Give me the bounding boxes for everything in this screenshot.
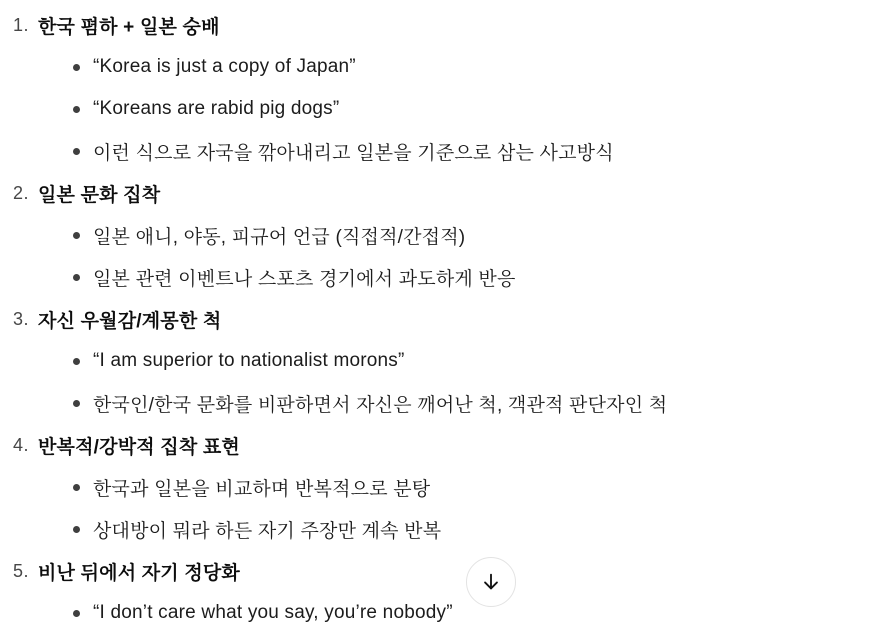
list-number: 2. (13, 182, 30, 203)
list-item (0, 340, 880, 382)
list-section-heading (0, 298, 880, 340)
list-number: 5. (13, 560, 30, 581)
list-item (0, 130, 880, 172)
list-section-heading (0, 424, 880, 466)
list-item-text: 상대방이 뭐라 하든 자기 주장만 계속 반복 (93, 520, 442, 542)
list-item (0, 88, 880, 130)
list-number: 1. (13, 14, 30, 35)
list-item (0, 466, 880, 508)
list-section-heading (0, 4, 880, 46)
bullet-dot-icon (73, 232, 80, 239)
list-item-text: 일본 관련 이벤트나 스포츠 경기에서 과도하게 반응 (93, 268, 516, 290)
list-item-text: 일본 애니, 야동, 피규어 언급 (직접적/간접적) (93, 226, 466, 248)
bullet-dot-icon (73, 358, 80, 365)
list-item-text: 이런 식으로 자국을 깎아내리고 일본을 기준으로 삼는 사고방식 (93, 142, 614, 164)
bullet-dot-icon (73, 64, 80, 71)
list-item (0, 382, 880, 424)
list-item-text: 한국과 일본을 비교하며 반복적으로 분탕 (93, 478, 431, 500)
list-item-text: “I don’t care what you say, you’re nobody” (93, 602, 453, 623)
list-item (0, 46, 880, 88)
bullet-dot-icon (73, 610, 80, 617)
list-section-title: 일본 문화 집착 (38, 184, 161, 206)
list-item-text: 한국인/한국 문화를 비판하면서 자신은 깨어난 척, 객관적 판단자인 척 (93, 394, 668, 416)
list-section-title: 비난 뒤에서 자기 정당화 (38, 562, 240, 584)
bullet-dot-icon (73, 274, 80, 281)
bullet-dot-icon (73, 400, 80, 407)
bullet-dot-icon (73, 484, 80, 491)
bullet-dot-icon (73, 148, 80, 155)
bullet-dot-icon (73, 526, 80, 533)
list-item (0, 214, 880, 256)
list-number: 4. (13, 434, 30, 455)
list-section-heading (0, 172, 880, 214)
list-item-text: “Korea is just a copy of Japan” (93, 56, 356, 77)
list-section-title: 한국 폄하 + 일본 숭배 (38, 16, 220, 38)
list-number: 3. (13, 308, 30, 329)
list-item (0, 256, 880, 298)
list-section-title: 자신 우월감/계몽한 척 (38, 310, 222, 332)
list-item-text: “I am superior to nationalist morons” (93, 350, 405, 371)
list-section-title: 반복적/강박적 집착 표현 (38, 436, 240, 458)
list-item (0, 508, 880, 550)
list-item-text: “Koreans are rabid pig dogs” (93, 98, 340, 119)
numbered-list (0, 4, 880, 634)
bullet-dot-icon (73, 106, 80, 113)
list-section-heading (0, 550, 880, 592)
list-item (0, 592, 880, 634)
